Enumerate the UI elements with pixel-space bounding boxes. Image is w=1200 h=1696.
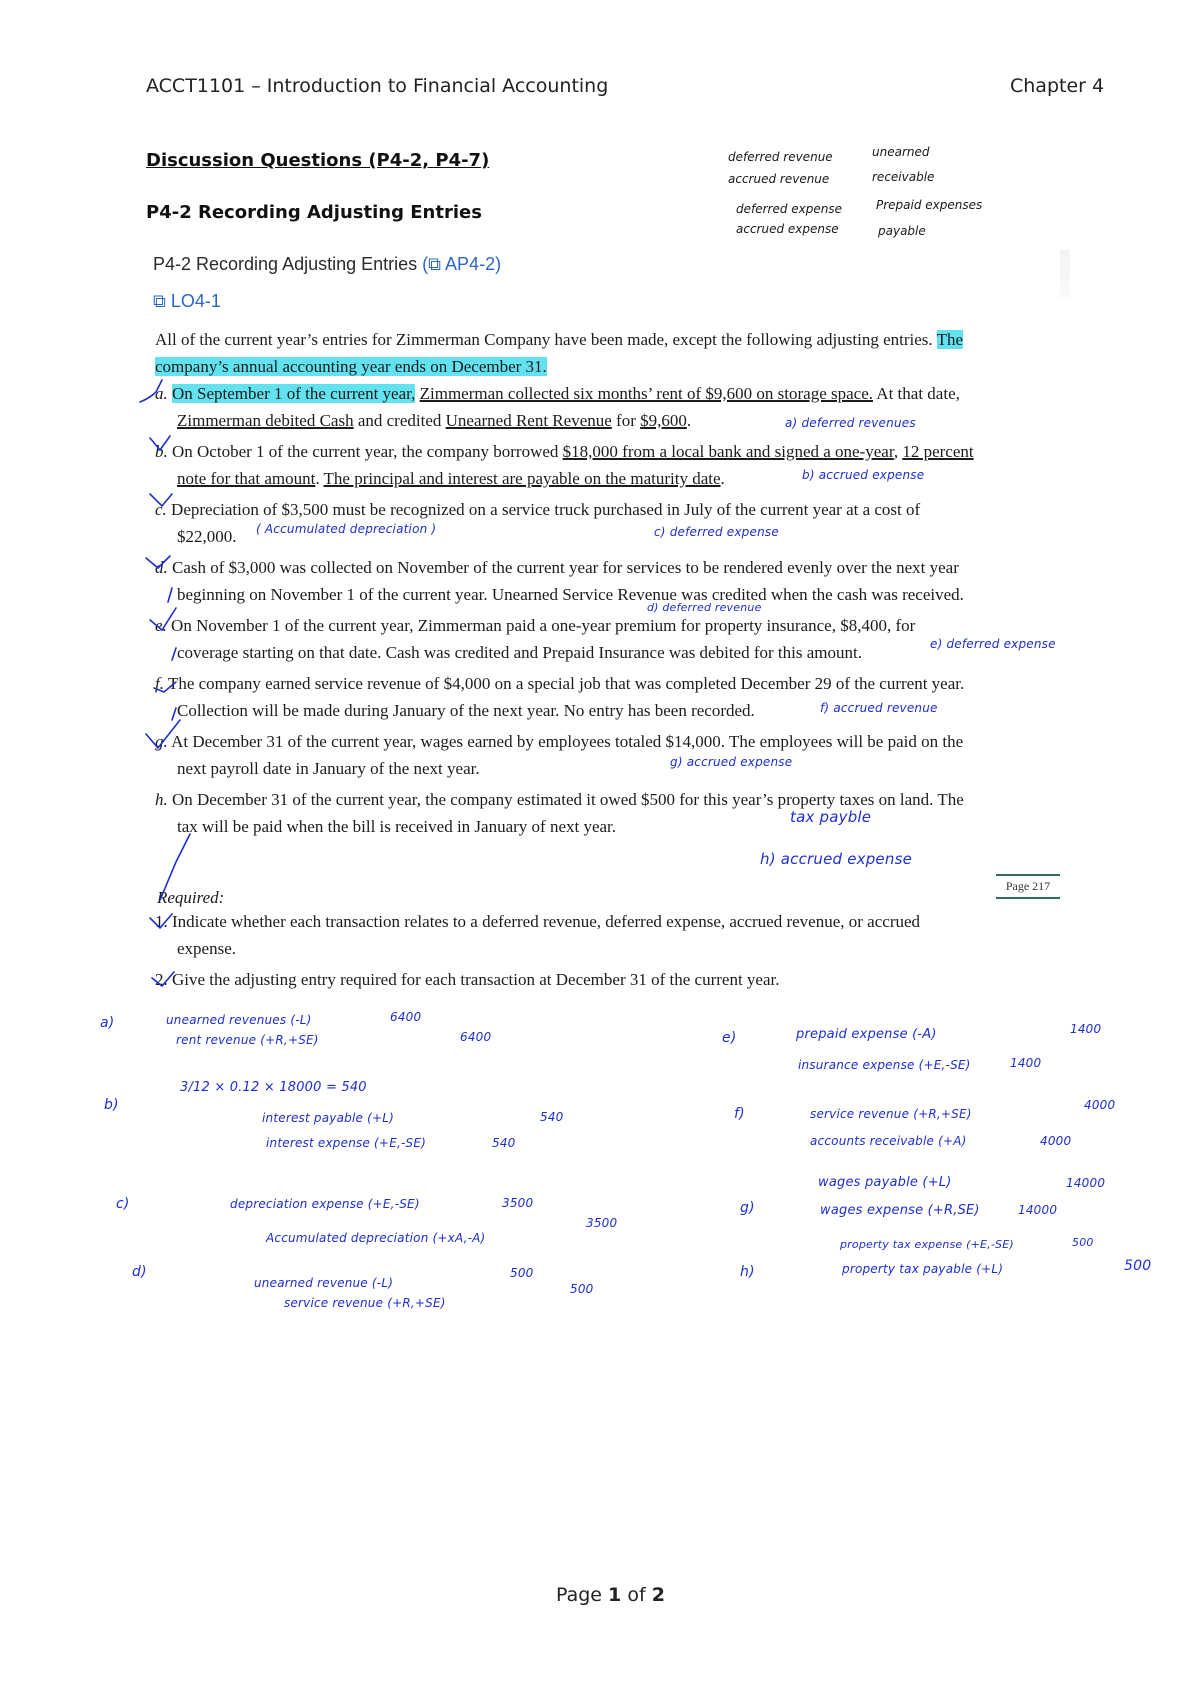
answer-b-debit-amount: 540: [540, 1110, 564, 1124]
note-prepaid-expenses: Prepaid expenses: [876, 198, 983, 212]
item-a-text-3: for: [611, 411, 641, 430]
item-a-note: a) deferred revenues: [785, 416, 916, 430]
item-c-letter: c.: [155, 500, 167, 519]
external-link-icon: ⧉: [428, 254, 442, 274]
external-link-icon: ⧉: [153, 291, 166, 311]
answer-e-credit-amount: 1400: [1010, 1056, 1042, 1070]
item-c-note-2: c) deferred expense: [654, 525, 779, 539]
course-title: ACCT1101 – Introduction to Financial Accounting: [146, 75, 609, 97]
answer-a-label: a): [100, 1015, 115, 1031]
answer-g-credit-amount: 14000: [1018, 1203, 1058, 1217]
required-label: Required:: [157, 888, 225, 907]
problem-title-text: P4-2 Recording Adjusting Entries: [153, 254, 418, 274]
answer-d-debit-amount: 500: [510, 1266, 534, 1280]
item-f-note: f) accrued revenue: [820, 701, 938, 715]
answer-h-debit-amount: 500: [1072, 1236, 1094, 1249]
answer-c-credit: Accumulated depreciation (+xA,-A): [266, 1231, 486, 1245]
section-title: Discussion Questions (P4-2, P4-7): [146, 150, 490, 171]
req-1-line-2: expense.: [177, 939, 237, 958]
item-a-text-2: and credited: [353, 411, 446, 430]
req-1-num: 1.: [155, 912, 168, 931]
item-e-letter: e.: [155, 616, 167, 635]
answer-b-calc: 3/12 × 0.12 × 18000 = 540: [180, 1080, 367, 1095]
answer-c-debit-amount: 3500: [502, 1196, 534, 1210]
item-a-text-1: At that date,: [873, 384, 960, 403]
check-mark-required: [160, 834, 190, 900]
item-b-underline-4: The principal and interest are payable on the maturity date: [323, 469, 721, 488]
note-accrued-expense: accrued expense: [736, 222, 839, 236]
item-f-line-2: Collection will be made during January of the next year. No entry has been recorded.: [177, 701, 755, 720]
page-footer-of: of: [621, 1584, 652, 1606]
item-c-line-2: $22,000.: [177, 527, 237, 546]
answer-h-credit: property tax payable (+L): [842, 1262, 1004, 1276]
note-payable: payable: [878, 224, 926, 238]
item-a-underline-3: Unearned Rent Revenue: [445, 411, 612, 430]
item-g-note: g) accrued expense: [670, 755, 793, 769]
item-e-text-1: On November 1 of the current year, Zimmerman paid a one-year premium for property insurance, $8,400, for: [171, 616, 916, 635]
answer-a-debit-amount: 6400: [390, 1010, 422, 1024]
answer-c-label: c): [116, 1196, 130, 1212]
item-a-underline-1: Zimmerman collected six months’ rent of $9,600 on storage space.: [419, 384, 873, 403]
item-h-letter: h.: [155, 790, 168, 809]
page-footer-prefix: Page: [556, 1584, 609, 1606]
req-1-text: Indicate whether each transaction relates to a deferred revenue, deferred expense, accrued revenue, or accrued: [172, 912, 921, 931]
check-mark-g: [146, 720, 180, 748]
page-badge: Page 217: [996, 874, 1060, 899]
answer-g-label: g): [740, 1200, 755, 1216]
answer-f-debit-amount: 4000: [1084, 1098, 1116, 1112]
intro-highlight-start: The: [936, 330, 964, 349]
page-footer-current: 1: [608, 1584, 622, 1606]
note-receivable: receivable: [872, 170, 935, 184]
answer-h-label: h): [740, 1264, 755, 1280]
note-unearned: unearned: [872, 145, 930, 159]
check-mark-req-2: [152, 972, 174, 986]
answer-b-debit: interest payable (+L): [262, 1111, 394, 1125]
answer-b-credit-amount: 540: [492, 1136, 516, 1150]
item-b-underline-2: 12 percent: [902, 442, 974, 461]
answer-g-debit: wages payable (+L): [818, 1175, 952, 1190]
answer-a-credit-amount: 6400: [460, 1030, 492, 1044]
lo-link-label: LO4-1: [170, 291, 221, 311]
chapter-label: Chapter 4: [1010, 75, 1105, 97]
item-d-line-2: beginning on November 1 of the current year. Unearned Service Revenue was credited when the cash was received.: [177, 585, 964, 604]
ap-link[interactable]: (⧉ AP4-2): [422, 254, 502, 274]
answer-g-debit-amount: 14000: [1066, 1176, 1106, 1190]
item-b-note: b) accrued expense: [802, 468, 925, 482]
answer-c-credit-amount: 3500: [586, 1216, 618, 1230]
item-b-text-1: On October 1 of the current year, the company borrowed: [172, 442, 563, 461]
check-mark-b: [150, 436, 170, 450]
item-f-text-1: The company earned service revenue of $4,000 on a special job that was completed December 29 of the current year.: [167, 674, 965, 693]
item-b-text-2: ,: [893, 442, 903, 461]
item-f-letter: f.: [155, 674, 164, 693]
answer-e-credit: insurance expense (+E,-SE): [798, 1058, 971, 1072]
item-h-line-2: tax will be paid when the bill is received in January of next year.: [177, 817, 617, 836]
answer-b-label: b): [104, 1097, 119, 1113]
ap-link-label: AP4-2: [445, 254, 496, 274]
answer-d-debit: unearned revenue (-L): [254, 1276, 394, 1290]
check-mark-c: [150, 494, 172, 506]
item-h-note-2: h) accrued expense: [760, 850, 913, 868]
subsection-title: P4-2 Recording Adjusting Entries: [146, 202, 482, 223]
answer-f-credit-amount: 4000: [1040, 1134, 1072, 1148]
answer-g-credit: wages expense (+R,SE): [820, 1203, 980, 1218]
answer-c-debit: depreciation expense (+E,-SE): [230, 1197, 420, 1211]
item-a-text-4: .: [686, 411, 692, 430]
item-c-text-1: Depreciation of $3,500 must be recognized on a service truck purchased in July of the current year at a cost of: [171, 500, 921, 519]
item-a-underline-4: $9,600: [640, 411, 687, 430]
item-a-highlight: On September 1 of the current year,: [172, 384, 416, 403]
answer-e-label: e): [722, 1030, 737, 1046]
item-b-letter: b.: [155, 442, 168, 461]
item-b-text-4: .: [720, 469, 725, 488]
item-g-text-1: At December 31 of the current year, wages earned by employees totaled $14,000. The employees will be paid on the: [171, 732, 964, 751]
answer-f-credit: accounts receivable (+A): [810, 1134, 967, 1148]
item-b-underline-1: $18,000 from a local bank and signed a one-year: [562, 442, 894, 461]
req-2-text: Give the adjusting entry required for each transaction at December 31 of the current year.: [172, 970, 780, 989]
answer-h-credit-amount: 500: [1124, 1258, 1152, 1274]
answer-d-credit: service revenue (+R,+SE): [284, 1296, 446, 1310]
answer-f-label: f): [734, 1106, 745, 1122]
item-d-note: d) deferred revenue: [647, 601, 762, 614]
note-deferred-expense: deferred expense: [736, 202, 843, 216]
item-g-line-2: next payroll date in January of the next year.: [177, 759, 480, 778]
item-b-underline-3: note for that amount: [177, 469, 316, 488]
item-a-underline-2: Zimmerman debited Cash: [177, 411, 354, 430]
answer-h-debit: property tax expense (+E,-SE): [840, 1238, 1014, 1251]
item-d-text-1: Cash of $3,000 was collected on November of the current year for services to be rendered evenly over the next year: [172, 558, 959, 577]
page-footer-total: 2: [651, 1584, 665, 1606]
answer-f-debit: service revenue (+R,+SE): [810, 1107, 972, 1121]
intro-highlight-rest: company’s annual accounting year ends on December 31.: [155, 357, 547, 376]
item-c-note-1: ( Accumulated depreciation ): [256, 522, 437, 536]
page-footer: [556, 1584, 665, 1606]
req-2-num: 2.: [155, 970, 168, 989]
intro-text: All of the current year’s entries for Zimmerman Company have been made, except the following adjusting entries.: [155, 330, 933, 349]
answer-d-credit-amount: 500: [570, 1282, 594, 1296]
check-mark-a: [140, 380, 162, 402]
item-e-note: e) deferred expense: [930, 637, 1056, 651]
item-g-letter: g.: [155, 732, 168, 751]
item-e-line-2: coverage starting on that date. Cash was credited and Prepaid Insurance was debited for this amount.: [177, 643, 862, 662]
item-d-letter: d.: [155, 558, 168, 577]
note-accrued-revenue: accrued revenue: [728, 172, 830, 186]
check-mark-req-1: [150, 914, 172, 928]
answer-a-credit: rent revenue (+R,+SE): [176, 1033, 319, 1047]
answer-d-label: d): [132, 1264, 147, 1280]
note-deferred-revenue: deferred revenue: [728, 150, 833, 164]
item-b-text-3: .: [315, 469, 324, 488]
item-h-note-1: tax payble: [790, 808, 872, 826]
check-mark-f: [154, 682, 176, 720]
answer-e-debit-amount: 1400: [1070, 1022, 1102, 1036]
answer-e-debit: prepaid expense (-A): [796, 1027, 937, 1042]
check-mark-d: [146, 556, 172, 602]
item-a-letter: a.: [155, 384, 168, 403]
answer-a-debit: unearned revenues (-L): [166, 1013, 312, 1027]
check-mark-e: [150, 608, 176, 660]
answer-b-credit: interest expense (+E,-SE): [266, 1136, 426, 1150]
item-h-text-1: On December 31 of the current year, the company estimated it owed $500 for this year’s property taxes on land. The: [172, 790, 964, 809]
